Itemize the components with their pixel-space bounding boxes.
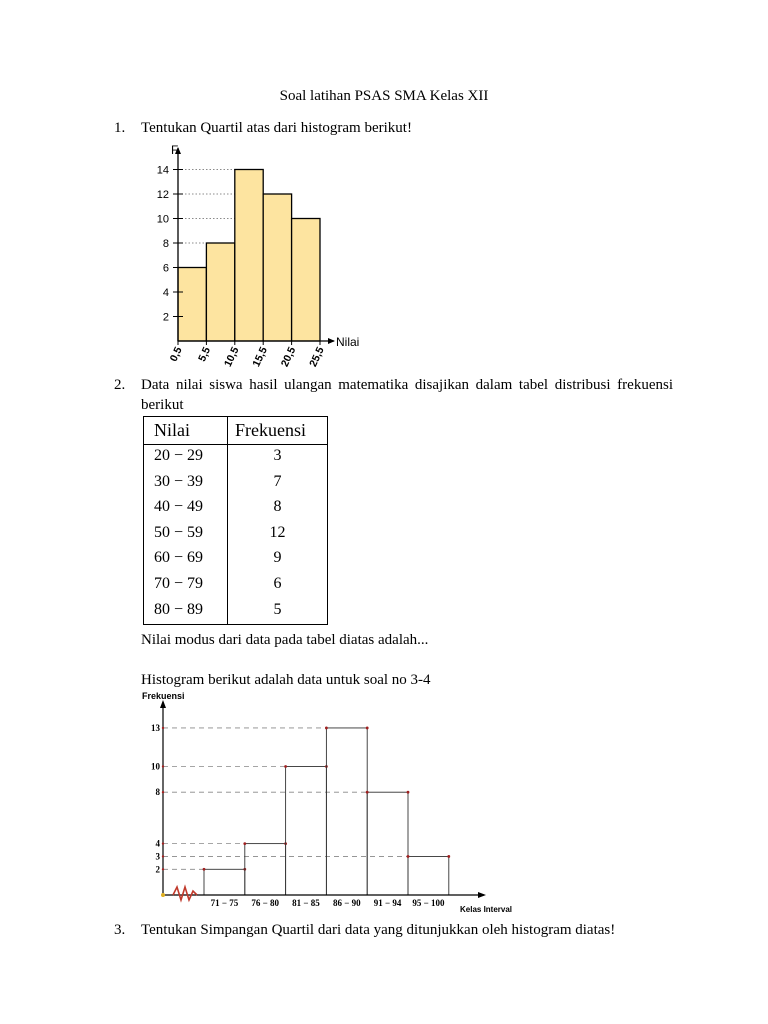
x-tick-label: 95 − 100 <box>412 898 445 908</box>
origin-dot <box>161 893 165 897</box>
x-tick-label: 5,5 <box>196 345 214 364</box>
bar-corner-dot <box>407 791 410 794</box>
y-tick-label: 8 <box>162 238 169 250</box>
y-axis-label: F <box>171 143 179 157</box>
y-tick-dot <box>162 842 164 844</box>
table-divider <box>144 444 327 445</box>
y-tick-label: 2 <box>162 311 169 324</box>
table-header-frekuensi: Frekuensi <box>235 420 306 440</box>
x-axis-arrow <box>328 338 335 344</box>
y-axis-label: Frekuensi <box>142 691 185 701</box>
table-cell-frekuensi: 6 <box>273 575 282 592</box>
histogram-2 <box>136 688 526 918</box>
table-cell-frekuensi: 12 <box>269 523 286 541</box>
bar-corner-dot <box>447 855 450 858</box>
x-tick-label: 10,5 <box>222 345 242 369</box>
bar-corner-dot <box>203 868 206 871</box>
table-cell-frekuensi: 3 <box>273 447 282 464</box>
bar <box>367 792 408 895</box>
question-text: Tentukan Quartil atas dari histogram berikut! <box>141 120 412 136</box>
table-cell-nilai: 30 − 39 <box>154 472 204 490</box>
x-tick-label: 25,5 <box>307 345 327 369</box>
bar-corner-dot <box>366 791 369 794</box>
y-tick-label: 10 <box>151 761 160 772</box>
modus-question: Nilai modus dari data pada tabel diatas adalah... <box>141 632 429 648</box>
y-tick-dot <box>162 855 164 857</box>
y-tick-label: 8 <box>155 787 160 798</box>
y-ticks <box>151 723 164 874</box>
bar <box>178 268 206 342</box>
y-axis-arrow <box>160 700 166 708</box>
bar <box>292 219 320 342</box>
y-tick-label: 6 <box>162 262 169 275</box>
y-tick-label: 4 <box>162 287 169 299</box>
table-cell-frekuensi: 8 <box>273 498 282 516</box>
bar-corner-dot <box>407 855 410 858</box>
table-cell-nilai: 40 − 49 <box>154 498 204 516</box>
table-header-nilai: Nilai <box>154 420 190 440</box>
question-text: Data nilai siswa hasil ulangan matematika disajikan dalam tabel distribusi frekuensi <box>141 377 673 393</box>
x-axis-label: Nilai <box>336 335 360 349</box>
x-tick-label: 71 − 75 <box>210 898 239 908</box>
y-tick-dot <box>162 765 164 767</box>
y-tick-label: 3 <box>155 851 160 862</box>
bar-corner-dot <box>284 765 287 768</box>
y-tick-label: 13 <box>151 722 160 733</box>
bar <box>326 728 367 895</box>
question-text: Tentukan Simpangan Quartil dari data yang ditunjukkan oleh histogram diatas! <box>141 922 616 938</box>
histogram-2-intro: Histogram berikut adalah data untuk soal no 3-4 <box>141 672 431 688</box>
bar <box>408 856 449 895</box>
bars <box>203 727 451 895</box>
page-title: Soal latihan PSAS SMA Kelas XII <box>279 88 489 104</box>
bar <box>204 869 245 895</box>
bar <box>245 844 286 895</box>
x-tick-label: 20,5 <box>278 345 299 369</box>
x-tick-label: 86 − 90 <box>332 898 361 908</box>
table-cell-nilai: 20 − 29 <box>154 447 204 464</box>
bar-corner-dot <box>243 842 246 845</box>
question-number: 1. <box>114 120 126 136</box>
bar <box>235 170 263 342</box>
table-cell-frekuensi: 7 <box>273 472 282 490</box>
y-tick-dot <box>162 727 164 729</box>
table-cell-frekuensi: 9 <box>273 549 282 567</box>
frequency-table <box>143 416 328 625</box>
table-cell-nilai: 60 − 69 <box>154 549 204 567</box>
y-tick-label: 14 <box>156 164 169 177</box>
y-tick-dot <box>162 868 164 870</box>
question-number: 2. <box>114 377 126 393</box>
question-number: 3. <box>114 922 126 938</box>
bar-corner-dot <box>325 727 328 730</box>
x-axis-label: Kelas Interval <box>460 905 513 914</box>
x-ticks <box>168 341 327 369</box>
table-cell-nilai: 50 − 59 <box>154 523 204 541</box>
table-cell-nilai: 70 − 79 <box>154 575 204 592</box>
bar-corner-dot <box>366 727 369 730</box>
x-tick-label: 91 − 94 <box>373 898 402 908</box>
x-tick-label: 0,5 <box>167 345 185 364</box>
x-tick-label: 76 − 80 <box>251 898 280 908</box>
axes <box>160 700 486 900</box>
table-cell-nilai: 80 − 89 <box>154 600 204 618</box>
histogram-1 <box>140 140 380 370</box>
x-axis-arrow <box>478 892 486 898</box>
x-tick-label: 15,5 <box>250 345 270 369</box>
x-tick-label: 81 − 85 <box>292 898 320 908</box>
y-tick-label: 12 <box>156 189 169 201</box>
bar <box>286 767 327 896</box>
y-tick-label: 2 <box>155 864 160 875</box>
y-tick-dot <box>162 791 164 793</box>
bars <box>178 170 320 342</box>
y-tick-label: 4 <box>155 838 160 849</box>
table-cell-frekuensi: 5 <box>273 600 282 618</box>
question-text-continued: berikut <box>141 397 184 413</box>
bar <box>263 194 291 341</box>
y-tick-label: 10 <box>156 213 169 226</box>
axis-break-zigzag <box>173 887 197 900</box>
x-ticks <box>211 898 445 908</box>
bar <box>206 243 234 341</box>
